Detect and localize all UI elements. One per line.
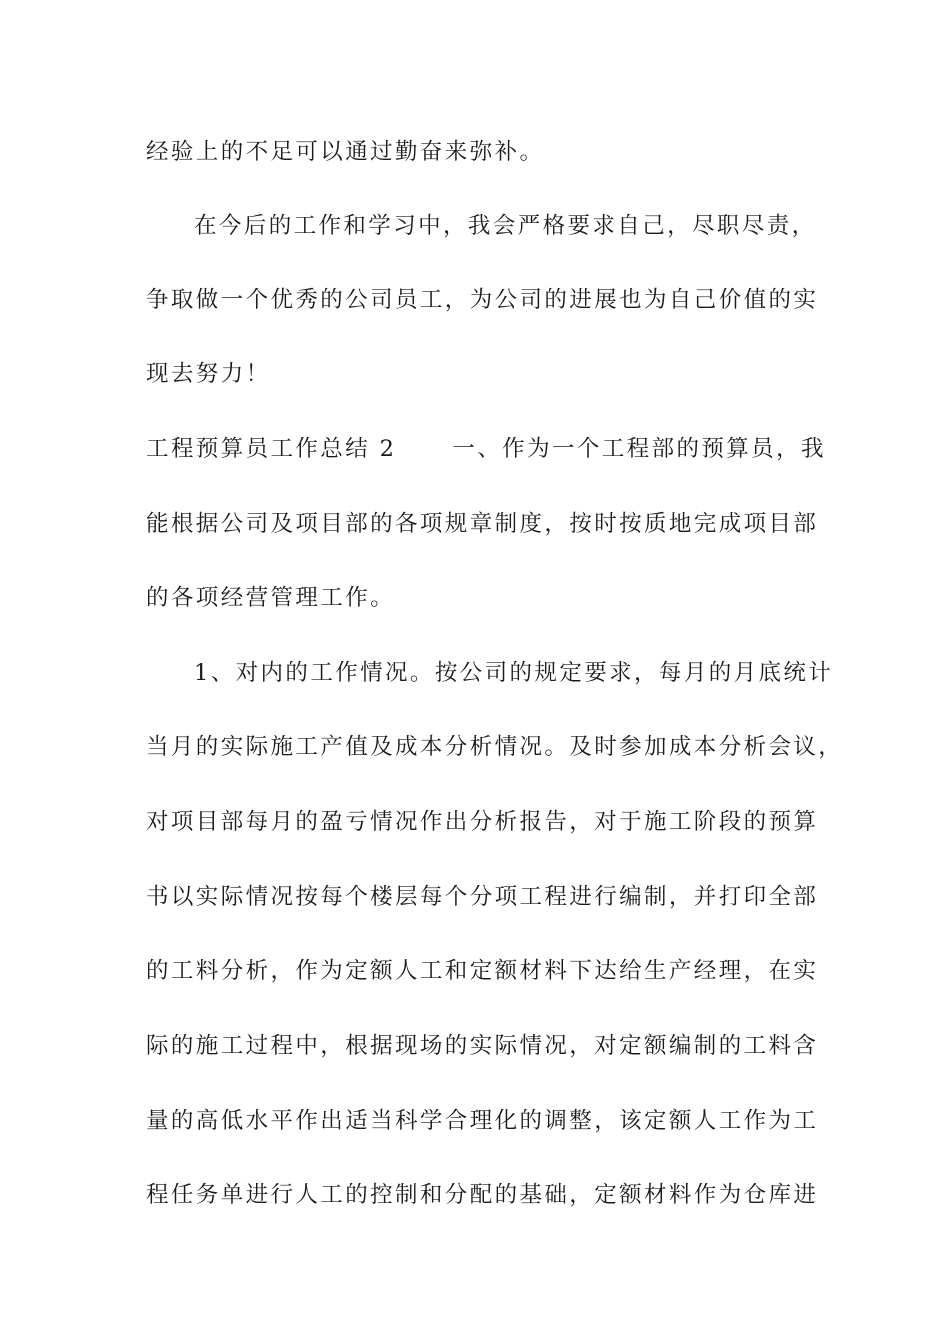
text-line-3: 争取做一个优秀的公司员工，为公司的进展也为自己价值的实	[146, 287, 819, 313]
text-line-9: 当月的实际施工产值及成本分析情况。及时参加成本分析会议，	[146, 734, 844, 760]
text-line-8: 1、对内的工作情况。按公司的规定要求，每月的月底统计	[194, 660, 834, 686]
text-line-12: 的工料分析，作为定额人工和定额材料下达给生产经理，在实	[146, 958, 819, 984]
text-line-11: 书以实际情况按每个楼层每个分项工程进行编制，并打印全部	[146, 884, 819, 910]
text-line-1: 经验上的不足可以通过勤奋来弥补。	[146, 139, 545, 165]
text-line-14: 量的高低水平作出适当科学合理化的调整，该定额人工作为工	[146, 1108, 819, 1134]
heading-line	[146, 434, 836, 464]
text-line-6: 能根据公司及项目部的各项规章制度，按时按质地完成项目部	[146, 511, 819, 537]
text-line-4: 现去努力！	[146, 361, 271, 387]
text-line-10: 对项目部每月的盈亏情况作出分析报告，对于施工阶段的预算	[146, 809, 819, 835]
text-line-15: 程任务单进行人工的控制和分配的基础，定额材料作为仓库进	[146, 1182, 819, 1208]
section-heading: 工程预算员工作总结 2	[146, 436, 397, 462]
text-line-2: 在今后的工作和学习中，我会严格要求自己，尽职尽责，	[194, 213, 817, 239]
text-line-13: 际的施工过程中，根据现场的实际情况，对定额编制的工料含	[146, 1033, 819, 1059]
text-line-7: 的各项经营管理工作。	[146, 585, 396, 611]
text-line-5: 一、作为一个工程部的预算员，我	[452, 436, 826, 462]
